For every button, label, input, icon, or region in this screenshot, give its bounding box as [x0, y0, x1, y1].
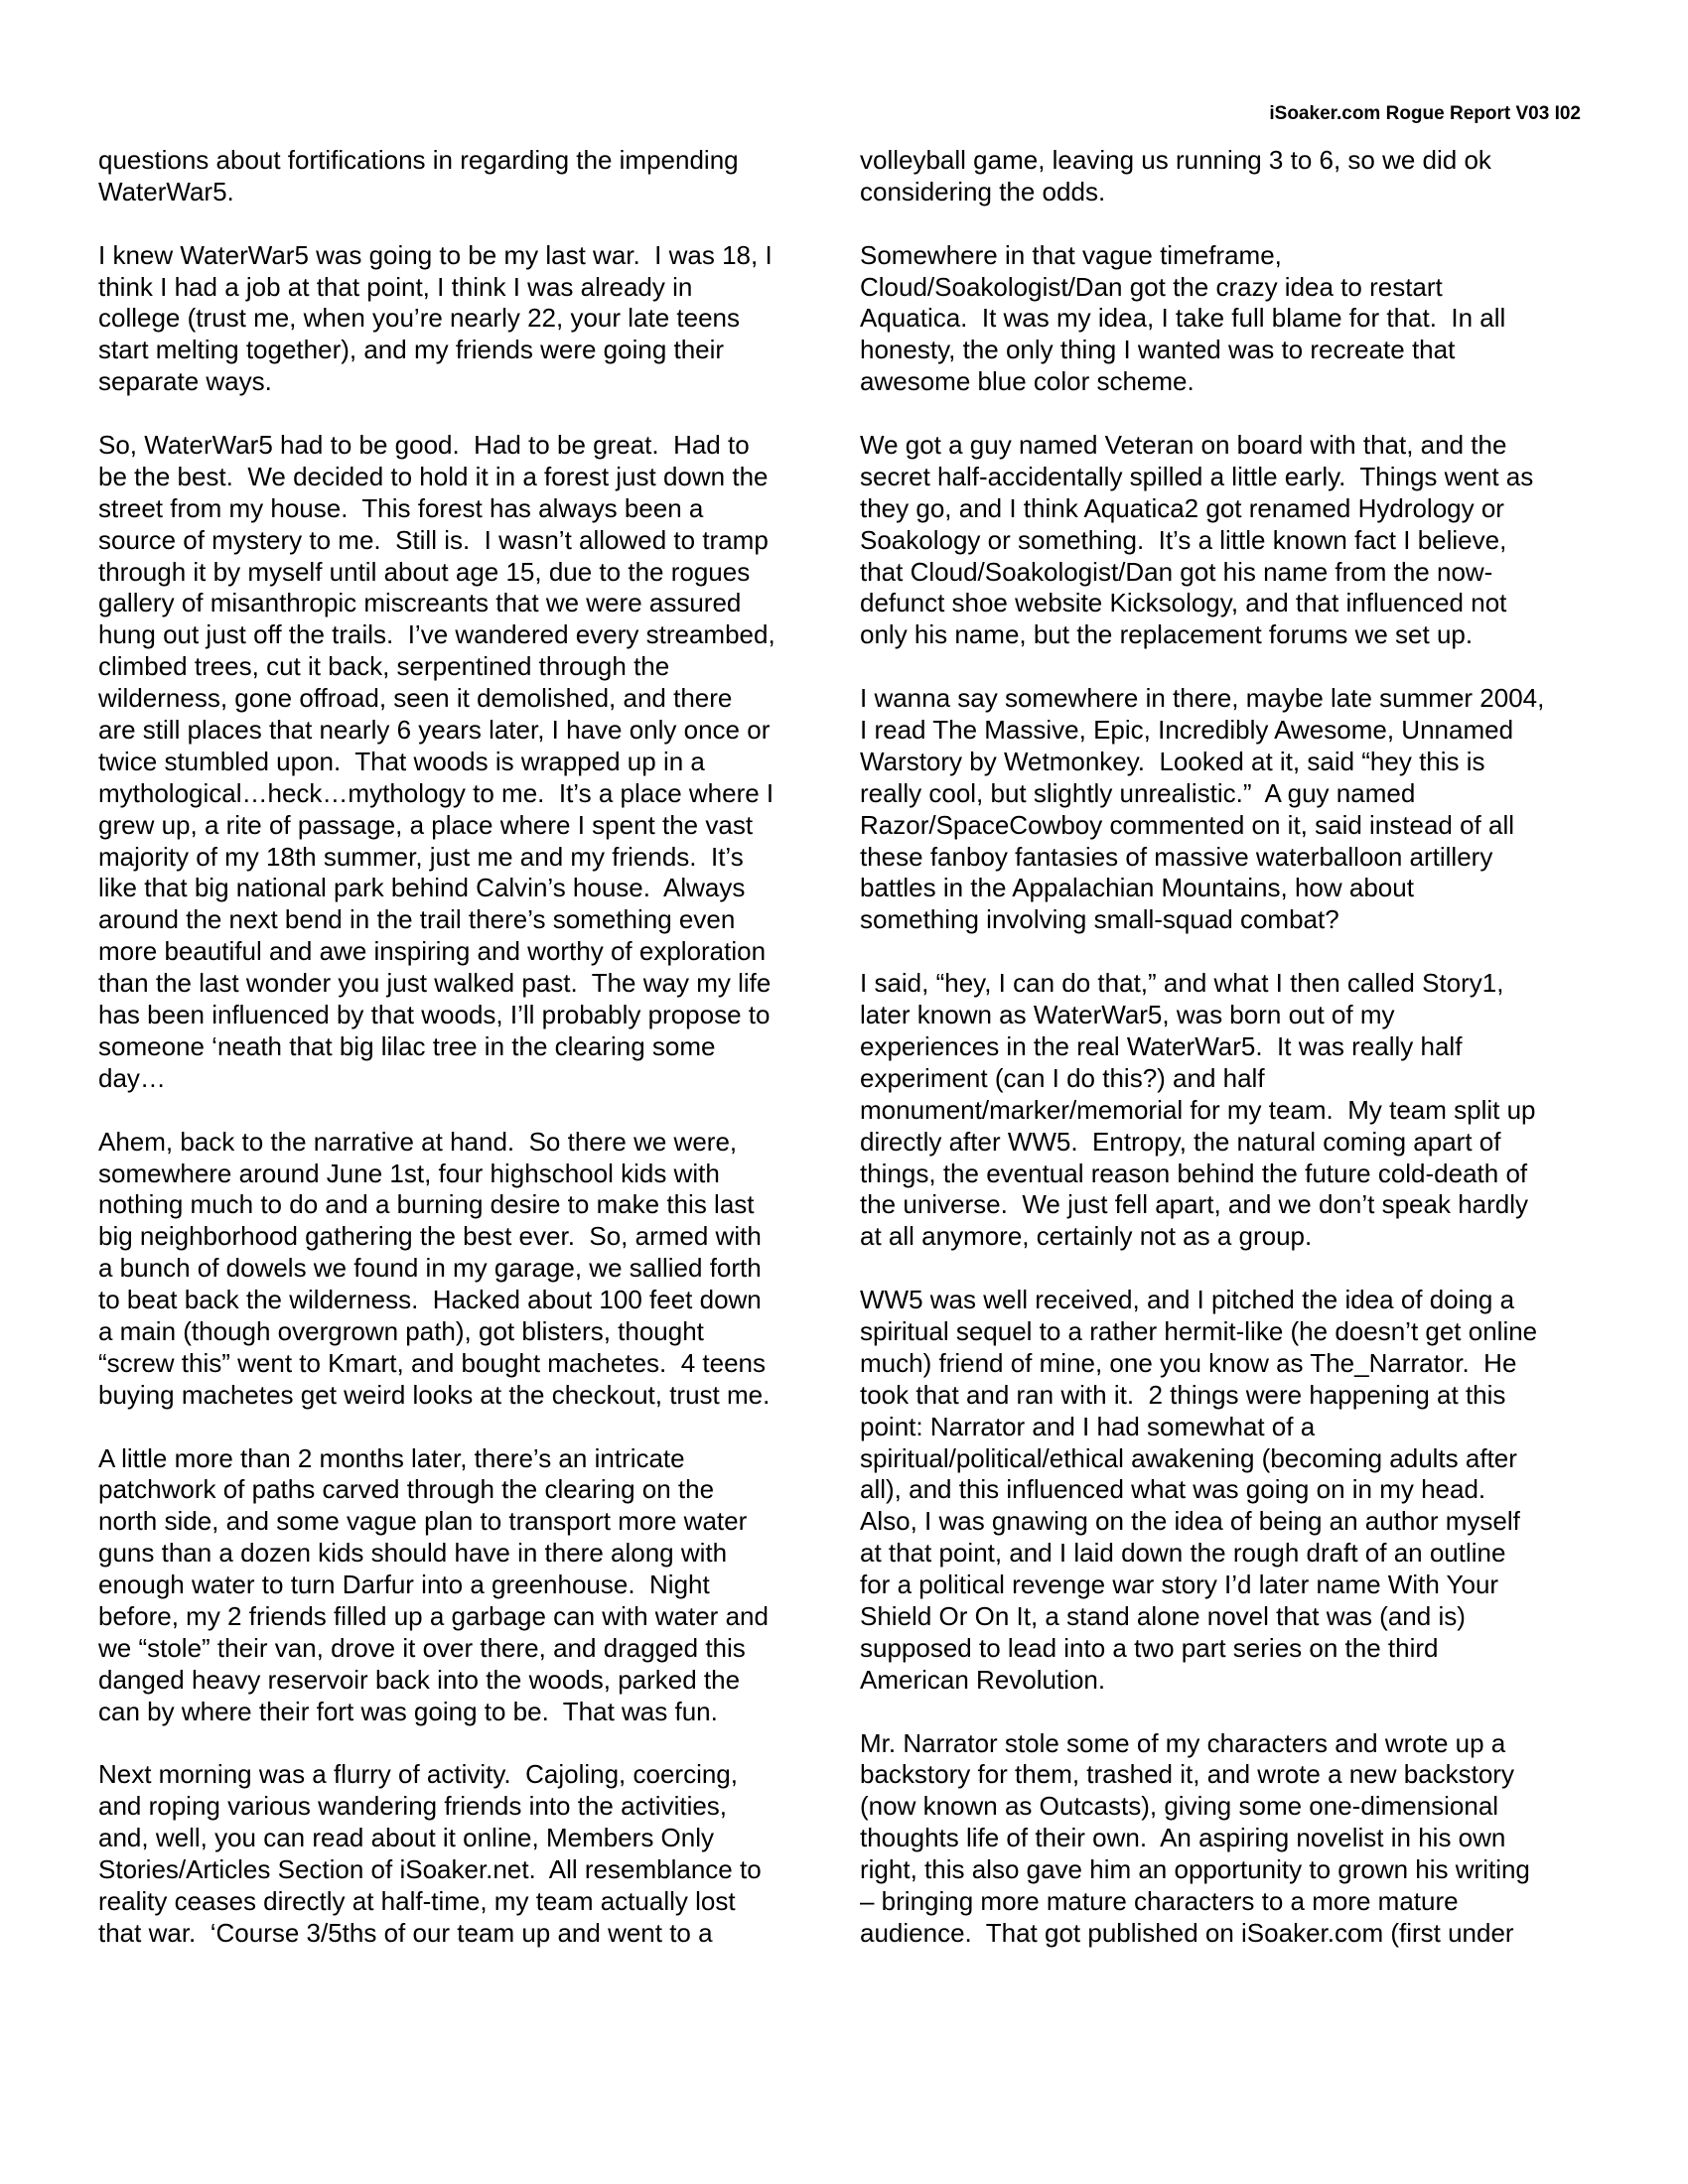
text-line	[860, 651, 1590, 683]
text-line: later known as WaterWar5, was born out of my	[860, 1000, 1395, 1030]
text-line: considering the odds.	[860, 176, 1106, 206]
text-line: big neighborhood gathering the best ever. So, armed with	[98, 1221, 762, 1252]
text-line: Next morning was a flurry of activity. Cajoling, coercing,	[98, 1759, 738, 1790]
text-line: someone ‘neath that big lilac tree in the clearing some	[98, 1030, 716, 1061]
text-line: something involving small-squad combat?	[860, 904, 1339, 935]
text-line: are still places that nearly 6 years later, I have only once or	[98, 715, 771, 746]
text-line: I knew WaterWar5 was going to be my last war. I was 18, I	[98, 239, 773, 270]
text-line: defunct shoe website Kicksology, and that influenced not	[860, 588, 1507, 618]
text-line	[860, 398, 1590, 430]
text-line: Warstory by Wetmonkey. Looked at it, said “hey this is	[860, 746, 1485, 776]
text-line: enough water to turn Darfur into a greenhouse. Night	[98, 1570, 710, 1600]
text-line: Shield Or On It, a stand alone novel that was (and is)	[860, 1600, 1466, 1631]
text-line: thoughts life of their own. An aspiring novelist in his own	[860, 1823, 1506, 1853]
text-line: and roping various wandering friends into the activities,	[98, 1791, 728, 1822]
text-line: reality ceases directly at half-time, my team actually lost	[98, 1885, 736, 1916]
text-line: WaterWar5.	[98, 176, 234, 206]
text-line: spiritual sequel to a rather hermit-like (he doesn’t get online	[860, 1315, 1538, 1346]
text-line: I wanna say somewhere in there, maybe late summer 2004,	[860, 683, 1545, 714]
text-line: experiment (can I do this?) and half	[860, 1062, 1265, 1093]
text-line: – bringing more mature characters to a more mature	[860, 1885, 1459, 1916]
text-line: directly after WW5. Entropy, the natural coming apart of	[860, 1126, 1501, 1157]
text-line: patchwork of paths carved through the clearing on the	[98, 1474, 715, 1505]
text-line: Somewhere in that vague timeframe,	[860, 239, 1282, 270]
text-line: around the next bend in the trail there’s something even	[98, 904, 736, 935]
text-line: things, the eventual reason behind the future cold-death of	[860, 1158, 1528, 1188]
text-line: twice stumbled upon. That woods is wrapped up in a	[98, 746, 705, 776]
text-line	[98, 398, 828, 430]
text-line: gallery of misanthropic miscreants that we were assured	[98, 588, 742, 618]
text-line	[98, 208, 828, 240]
text-line: can by where their fort was going to be. That was fun.	[98, 1696, 718, 1726]
text-line: supposed to lead into a two part series on the third	[860, 1632, 1439, 1663]
text-line: took that and ran with it. 2 things were happening at this	[860, 1379, 1506, 1410]
text-line: these fanboy fantasies of massive waterballoon artillery	[860, 841, 1493, 872]
text-line: that Cloud/Soakologist/Dan got his name from the now-	[860, 556, 1493, 587]
text-line: climbed trees, cut it back, serpentined through the	[98, 651, 670, 682]
text-line: hung out just off the trails. I’ve wandered every streambed,	[98, 619, 775, 650]
text-line: wilderness, gone offroad, seen it demolished, and there	[98, 683, 733, 714]
text-line: street from my house. This forest has always been a	[98, 492, 704, 523]
text-line: danged heavy reservoir back into the woods, parked the	[98, 1664, 741, 1695]
text-line: much) friend of mine, one you know as The_Narrator. He	[860, 1347, 1517, 1378]
text-line	[860, 1253, 1590, 1285]
text-line: a main (though overgrown path), got blisters, thought	[98, 1315, 704, 1346]
text-line: honesty, the only thing I wanted was to recreate that	[860, 335, 1456, 365]
text-line: separate ways.	[98, 366, 272, 397]
text-line: battles in the Appalachian Mountains, how about	[860, 873, 1414, 903]
text-line: grew up, a rite of passage, a place where I spent the vast	[98, 809, 754, 840]
text-line	[860, 1697, 1590, 1728]
text-line: that war. ‘Course 3/5ths of our team up and went to a	[98, 1917, 713, 1948]
text-line: monument/marker/memorial for my team. My team split up	[860, 1094, 1536, 1125]
text-line: source of mystery to me. Still is. I wasn’t allowed to tramp	[98, 524, 769, 555]
text-line: volleyball game, leaving us running 3 to 6, so we did ok	[860, 145, 1491, 175]
text-line: think I had a job at that point, I think I was already in	[98, 271, 693, 302]
text-line: has been influenced by that woods, I’ll probably propose to	[98, 1000, 771, 1030]
text-line: (now known as Outcasts), giving some one-dimensional	[860, 1791, 1499, 1822]
left-column-text	[98, 145, 828, 1950]
text-line: like that big national park behind Calvin’s house. Always	[98, 873, 746, 903]
text-line: more beautiful and awe inspiring and worthy of exploration	[98, 936, 767, 967]
text-line	[98, 1728, 828, 1760]
text-line: somewhere around June 1st, four highschool kids with	[98, 1158, 720, 1188]
text-line: nothing much to do and a burning desire to make this last	[98, 1189, 755, 1220]
text-line: secret half-accidentally spilled a little early. Things went as	[860, 461, 1534, 491]
text-line: Soakology or something. It’s a little known fact I believe,	[860, 524, 1507, 555]
text-line: day…	[98, 1062, 166, 1093]
text-line: than the last wonder you just walked past. The way my life	[98, 968, 772, 999]
text-line: experiences in the real WaterWar5. It was really half	[860, 1030, 1463, 1061]
text-line: Also, I was gnawing on the idea of being an author myself	[860, 1506, 1520, 1537]
text-line: I read The Massive, Epic, Incredibly Awesome, Unnamed	[860, 715, 1514, 746]
text-line: Mr. Narrator stole some of my characters and wrote up a	[860, 1727, 1506, 1758]
text-line: questions about fortifications in regarding the impending	[98, 145, 739, 175]
text-line	[860, 208, 1590, 240]
text-line: be the best. We decided to hold it in a forest just down the	[98, 461, 769, 491]
text-line	[860, 936, 1590, 968]
text-line: college (trust me, when you’re nearly 22, your late teens	[98, 303, 741, 334]
text-line: and, well, you can read about it online, Members Only	[98, 1823, 715, 1853]
text-line: Cloud/Soakologist/Dan got the crazy idea to restart	[860, 271, 1443, 302]
text-line: only his name, but the replacement forums we set up.	[860, 619, 1474, 650]
text-line: So, WaterWar5 had to be good. Had to be great. Had to	[98, 430, 750, 461]
text-line: We got a guy named Veteran on board with that, and the	[860, 430, 1507, 461]
text-line: spiritual/political/ethical awakening (becoming adults after	[860, 1442, 1517, 1473]
text-line: majority of my 18th summer, just me and my friends. It’s	[98, 841, 744, 872]
text-line: through it by myself until about age 15, due to the rogues	[98, 556, 751, 587]
text-line: a bunch of dowels we found in my garage, we sallied forth	[98, 1253, 762, 1284]
text-line: mythological…heck…mythology to me. It’s a place where I	[98, 777, 774, 808]
text-line: A little more than 2 months later, there’s an intricate	[98, 1442, 685, 1473]
right-column-text	[860, 145, 1590, 1950]
running-header: iSoaker.com Rogue Report V03 I02	[1269, 103, 1581, 124]
text-line: point: Narrator and I had somewhat of a	[860, 1411, 1316, 1441]
text-line: awesome blue color scheme.	[860, 366, 1195, 397]
text-line: buying machetes get weird looks at the checkout, trust me.	[98, 1379, 771, 1410]
text-line: at all anymore, certainly not as a group.	[860, 1221, 1313, 1252]
text-line: before, my 2 friends filled up a garbage can with water and	[98, 1600, 769, 1631]
text-line: backstory for them, trashed it, and wrote a new backstory	[860, 1759, 1514, 1790]
text-line: audience. That got published on iSoaker.com (first under	[860, 1917, 1514, 1948]
text-line: we “stole” their van, drove it over there, and dragged this	[98, 1632, 746, 1663]
text-line: American Revolution.	[860, 1664, 1106, 1695]
text-line: all), and this influenced what was going on in my head.	[860, 1474, 1486, 1505]
text-line: the universe. We just fell apart, and we don’t speak hardly	[860, 1189, 1529, 1220]
text-line: Stories/Articles Section of iSoaker.net. All resemblance to	[98, 1854, 762, 1885]
text-line: north side, and some vague plan to transport more water	[98, 1506, 748, 1537]
text-line: Razor/SpaceCowboy commented on it, said instead of all	[860, 809, 1515, 840]
text-line: for a political revenge war story I’d later name With Your	[860, 1570, 1499, 1600]
text-line: “screw this” went to Kmart, and bought machetes. 4 teens	[98, 1347, 766, 1378]
text-line: to beat back the wilderness. Hacked about 100 feet down	[98, 1285, 762, 1315]
text-line: right, this also gave him an opportunity to grown his writing	[860, 1854, 1530, 1885]
text-line: Ahem, back to the narrative at hand. So there we were,	[98, 1126, 738, 1157]
text-line: guns than a dozen kids should have in there along with	[98, 1538, 728, 1569]
text-line: start melting together), and my friends were going their	[98, 335, 725, 365]
text-line: they go, and I think Aquatica2 got renamed Hydrology or	[860, 492, 1504, 523]
text-line	[98, 1412, 828, 1443]
text-line: Aquatica. It was my idea, I take full blame for that. In all	[860, 303, 1506, 334]
text-line	[98, 1095, 828, 1127]
text-line: really cool, but slightly unrealistic.” A guy named	[860, 777, 1416, 808]
text-line: at that point, and I laid down the rough draft of an outline	[860, 1538, 1506, 1569]
text-line: I said, “hey, I can do that,” and what I then called Story1,	[860, 968, 1504, 999]
text-line: WW5 was well received, and I pitched the idea of doing a	[860, 1285, 1515, 1315]
